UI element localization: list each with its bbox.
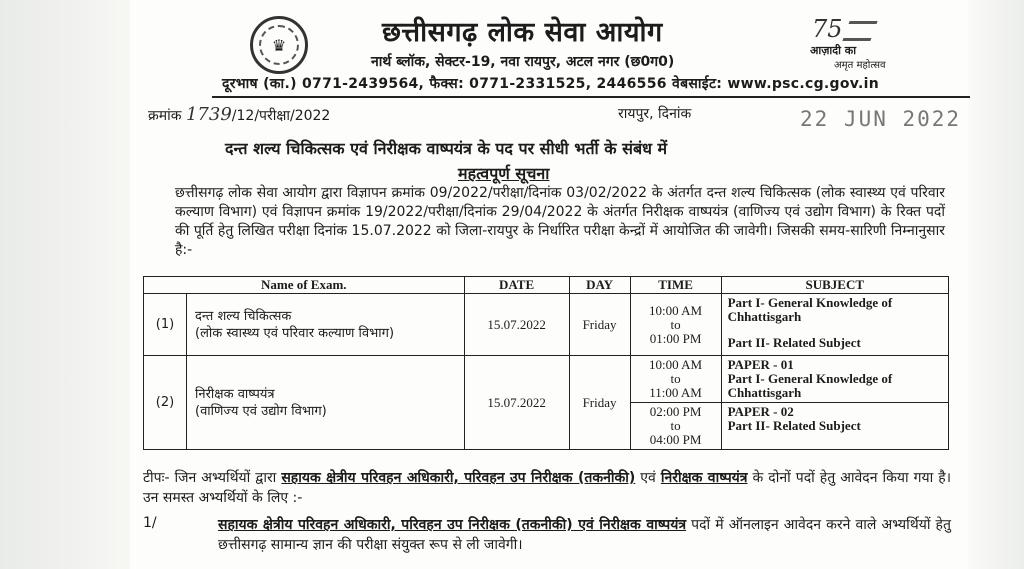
header-divider	[212, 96, 970, 98]
table-row	[144, 294, 949, 356]
note-posts1: सहायक क्षेत्रीय परिवहन अधिकारी, परिवहन उप निरीक्षक (तकनीकी)	[281, 470, 636, 486]
right-background-blur	[964, 0, 1024, 569]
phone-number: 0771-2439564,	[301, 76, 425, 92]
header-subject: SUBJECT	[721, 277, 948, 294]
item-text: पदों में ऑनलाइन आवेदन करने वाले अभ्यर्थियों हेतु छत्तीसगढ़ सामान्य ज्ञान की परीक्षा संयुक्त रूप से ली जावेगी।	[218, 517, 951, 553]
exam-schedule-table	[143, 276, 949, 450]
subject-part1: Part I- General Knowledge of Chhattisgarh	[727, 295, 893, 324]
reference-label: क्रमांक	[148, 108, 182, 124]
exam-name-line2: (लोक स्वास्थ्य एवं परिवार कल्याण विभाग)	[195, 325, 395, 341]
note-tail: के दोनों पदों हेतु आवेदन किया गया है। उन समस्त अभ्यर्थियों के लिए :-	[143, 470, 952, 506]
contact-line	[222, 74, 879, 93]
date-stamp: 22 JUN 2022	[800, 107, 962, 131]
time-end: 11:00 AM	[649, 385, 702, 400]
time-start: 10:00 AM	[649, 357, 703, 372]
exam-subject-paper2	[721, 403, 948, 450]
paper1-subject: Part I- General Knowledge of Chhattisgarh	[727, 371, 893, 400]
paper2-subject: Part II- Related Subject	[727, 418, 861, 433]
paper2-label: PAPER - 02	[727, 404, 794, 419]
time-end: 04:00 PM	[649, 432, 702, 447]
time-start: 10:00 AM	[649, 302, 703, 318]
exam-subject-paper1	[721, 356, 948, 403]
exam-name	[187, 294, 465, 356]
notice-subheading: महत्वपूर्ण सूचना	[458, 164, 550, 183]
exam-day: Friday	[569, 356, 630, 450]
header-name: Name of Exam.	[144, 277, 465, 294]
paper1-label: PAPER - 01	[727, 357, 794, 372]
exam-time-paper2	[630, 403, 721, 450]
website-label: वेबसाईट:	[672, 76, 723, 92]
exam-date: 15.07.2022	[464, 356, 569, 450]
item-paragraph	[218, 515, 951, 555]
time-to: to	[670, 418, 681, 433]
note-lead: टीपः- जिन अभ्यर्थियों द्वारा	[143, 470, 277, 486]
exam-subject	[721, 294, 948, 356]
logo-line2: अमृत महोत्सव	[834, 60, 886, 71]
subject-part2: Part II- Related Subject	[727, 335, 861, 350]
intro-paragraph: छत्तीसगढ़ लोक सेवा आयोग द्वारा विज्ञापन क्रमांक 09/2022/परीक्षा/दिनांक 03/02/2022 के अंतर्गत दन्त शल्य चिकित्सक (लोक स्वास्थ्य एवं परिवार कल्याण विभाग) एवं विज्ञापन क्रमांक 19/2022/परीक्षा/दिनांक 29/04/2022 के अंतर्गत निरीक्षक वाष्पयंत्र (वाणिज्य एवं उद्योग विभाग) के रिक्त पदों की पूर्ति हेतु लिखित परीक्षा दिनांक 15.07.2022 को जिला-रायपुर के निर्धारित परीक्षा केन्द्रों में आयोजित की जावेगी। जिसकी समय-सारिणी निम्नानुसार है:-	[175, 185, 945, 258]
header-date: DATE	[464, 277, 569, 294]
header-day: DAY	[569, 277, 630, 294]
exam-name-line2: (वाणिज्य एवं उद्योग विभाग)	[195, 403, 327, 419]
phone-label: दूरभाष (का.)	[222, 76, 297, 92]
exam-name	[187, 356, 465, 450]
fax-label: फैक्स:	[429, 76, 464, 92]
flag-icon	[842, 21, 877, 41]
fax-number: 0771-2331525, 2446556	[469, 76, 667, 92]
state-emblem-seal-icon	[250, 16, 308, 74]
note-and: एवं	[640, 470, 656, 486]
commission-title: छत्तीसगढ़ लोक सेवा आयोग	[382, 17, 663, 48]
row-number: (2)	[144, 356, 187, 450]
reference-number	[148, 104, 330, 125]
place-date-label: रायपुर, दिनांक	[618, 106, 692, 122]
note-posts2: निरीक्षक वाष्पयंत्र	[660, 470, 748, 486]
logo-line1: आज़ादी का	[810, 44, 857, 57]
azadi-ka-amrit-mahotsav-logo	[804, 15, 896, 75]
table-row	[144, 356, 949, 403]
notice-heading: दन्त शल्य चिकित्सक एवं निरीक्षक वाष्पयंत्र के पद पर सीधी भर्ती के संबंध में	[225, 139, 668, 158]
left-background-blur	[0, 0, 130, 569]
table-header-row	[144, 277, 949, 294]
note-paragraph	[143, 468, 951, 508]
exam-time	[630, 294, 721, 356]
header-time: TIME	[630, 277, 721, 294]
time-to: to	[670, 316, 681, 332]
item-number: 1/	[143, 515, 157, 531]
item-title: सहायक क्षेत्रीय परिवहन अधिकारी, परिवहन उप निरीक्षक (तकनीकी) एवं निरीक्षक वाष्पयंत्र	[218, 517, 687, 533]
office-address: नार्थ ब्लॉक, सेक्टर-19, नवा रायपुर, अटल नगर (छ0ग0)	[371, 54, 675, 70]
row-number: (1)	[144, 294, 187, 356]
time-to: to	[670, 371, 681, 386]
exam-name-line1: निरीक्षक वाष्पयंत्र	[195, 386, 275, 402]
emblem-lion-icon: ♛	[259, 25, 299, 65]
exam-date: 15.07.2022	[464, 294, 569, 356]
logo-number: 75	[812, 15, 843, 43]
handwritten-reference: 1739	[185, 104, 232, 125]
exam-name-line1: दन्त शल्य चिकित्सक	[195, 308, 292, 324]
reference-suffix: /12/परीक्षा/2022	[231, 108, 331, 124]
time-start: 02:00 PM	[649, 404, 702, 419]
exam-day: Friday	[569, 294, 630, 356]
website-link[interactable]: www.psc.cg.gov.in	[727, 76, 880, 92]
time-end: 01:00 PM	[649, 330, 702, 346]
exam-time-paper1	[630, 356, 721, 403]
